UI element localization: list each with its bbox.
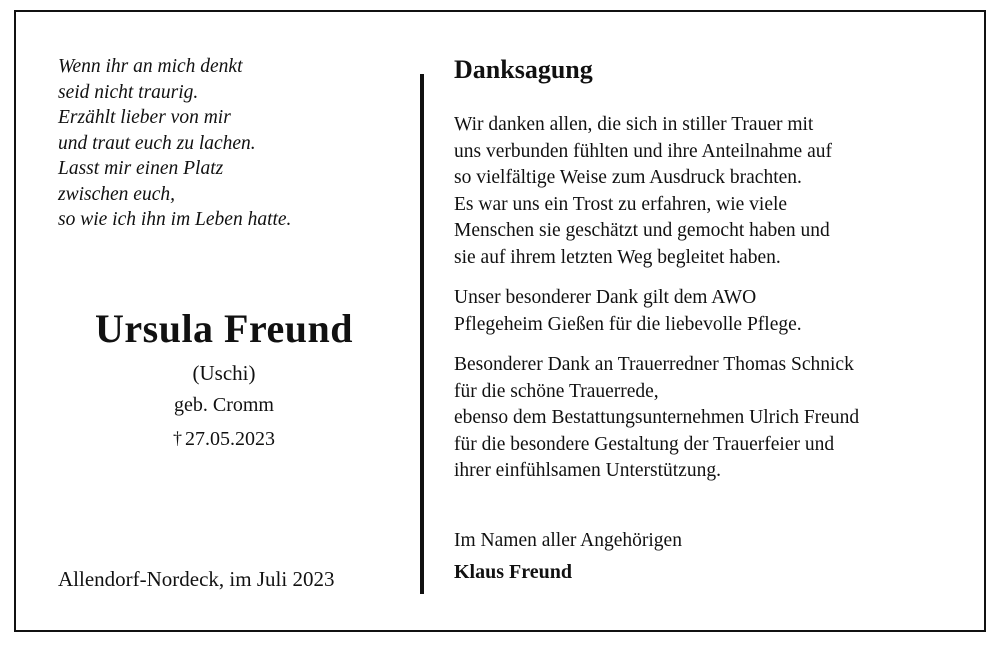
paragraph-line: Menschen sie geschätzt und gemocht haben und <box>454 220 830 241</box>
closing-block <box>454 527 974 586</box>
notice-border-frame <box>14 10 986 632</box>
paragraph-line: Wir danken allen, die sich in stiller Trauer mit <box>454 114 814 135</box>
paragraph-line: uns verbunden fühlten und ihre Anteilnahme auf <box>454 140 832 162</box>
death-date: 27.05.2023 <box>185 428 275 450</box>
signature-name: Klaus Freund <box>454 560 572 583</box>
right-column <box>454 54 974 594</box>
paragraph-line: für die besondere Gestaltung der Trauerfeier und <box>454 433 835 455</box>
paragraph-line: ihrer einfühlsamen Unterstützung. <box>454 460 721 481</box>
place-and-date: Allendorf-Nordeck, im Juli 2023 <box>58 567 335 591</box>
deceased-name: Ursula Freund <box>94 306 354 351</box>
paragraph-line: sie auf ihrem letzten Weg begleitet haben. <box>454 246 781 268</box>
poem-line: Lasst mir einen Platz <box>58 158 224 179</box>
maiden-name: geb. Cromm <box>174 394 274 416</box>
poem-line: so wie ich ihn im Leben hatte. <box>58 209 292 230</box>
left-column <box>44 54 404 594</box>
poem-line: seid nicht traurig. <box>58 81 199 103</box>
paragraph-line: ebenso dem Bestattungsunternehmen Ulrich Freund <box>454 407 860 428</box>
paragraph-line: Es war uns ein Trost zu erfahren, wie viele <box>454 193 788 215</box>
cross-icon: † <box>173 428 182 448</box>
paragraph-line: Unser besonderer Dank gilt dem AWO <box>454 287 757 308</box>
paragraph-line: für die schöne Trauerrede, <box>454 380 659 402</box>
notice-inner <box>16 12 984 630</box>
closing-line: Im Namen aller Angehörigen <box>454 529 682 551</box>
name-block <box>44 306 404 454</box>
poem-line: Erzählt lieber von mir <box>58 107 231 128</box>
poem-block <box>44 54 404 233</box>
poem-line: und traut euch zu lachen. <box>58 132 256 154</box>
poem-line: zwischen euch, <box>58 183 175 205</box>
paragraph-line: so vielfältige Weise zum Ausdruck brachten. <box>454 167 802 188</box>
poem-line: Wenn ihr an mich denkt <box>58 56 243 77</box>
thanks-paragraph-2 <box>454 285 974 338</box>
nickname: (Uschi) <box>192 361 256 385</box>
paragraph-line: Pflegeheim Gießen für die liebevolle Pflege. <box>454 313 802 335</box>
paragraph-line: Besonderer Dank an Trauerredner Thomas Schnick <box>454 354 854 375</box>
death-date-line <box>44 423 404 454</box>
thanks-title: Danksagung <box>454 55 593 84</box>
column-divider-rule <box>420 74 424 594</box>
thanks-paragraph-1 <box>454 112 974 271</box>
thanks-paragraph-3 <box>454 352 974 485</box>
